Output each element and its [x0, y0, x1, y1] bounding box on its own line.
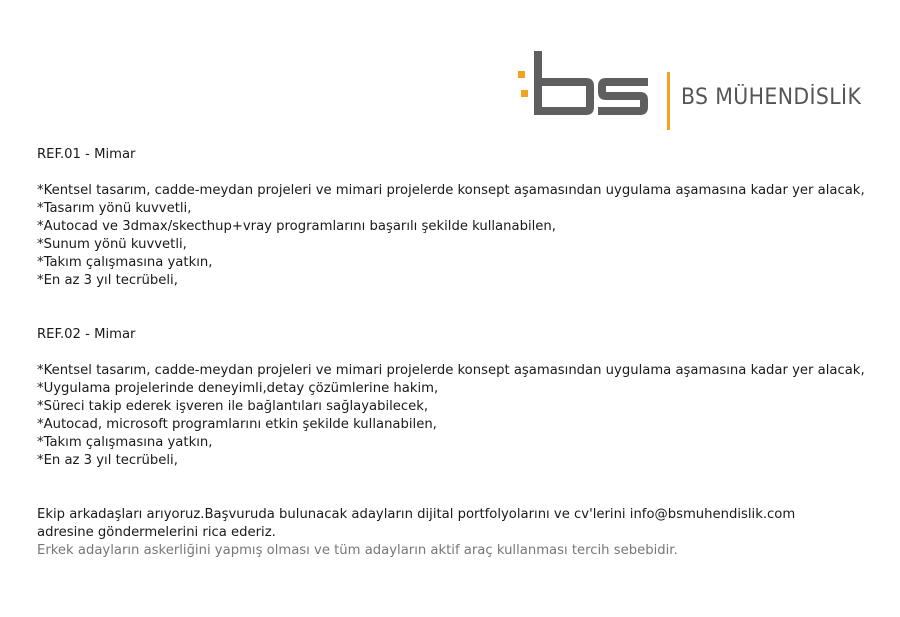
application-instructions: Ekip arkadaşları arıyoruz.Başvuruda bulunacak adayların dijital portfolyolarını ve cv'lerini info@bsmuhendislik.com	[37, 507, 796, 522]
list-item: *Takım çalışmasına yatkın,	[37, 435, 213, 450]
list-item: *Kentsel tasarım, cadde-meydan projeleri ve mimari projelerde konsept aşamasından uygulama aşamasına kadar yer alacak,	[37, 183, 865, 198]
list-item: *Tasarım yönü kuvvetli,	[37, 201, 192, 216]
company-name: BS MÜHENDİSLİK	[681, 85, 862, 110]
bs-logo-mark-icon	[518, 48, 688, 132]
list-item: *Uygulama projelerinde deneyimli,detay çözümlerine hakim,	[37, 381, 439, 396]
application-instructions-continued: adresine göndermelerini rica ederiz.	[37, 525, 276, 540]
list-item: *Kentsel tasarım, cadde-meydan projeleri ve mimari projelerde konsept aşamasından uygulama aşamasına kadar yer alacak,	[37, 363, 865, 378]
section-heading: REF.02 - Mimar	[37, 327, 136, 342]
section-heading: REF.01 - Mimar	[37, 147, 136, 162]
list-item: *Takım çalışmasına yatkın,	[37, 255, 213, 270]
list-item: *Sunum yönü kuvvetli,	[37, 237, 187, 252]
company-logo	[518, 48, 878, 132]
list-item: *Autocad ve 3dmax/skecthup+vray programlarını başarılı şekilde kullanabilen,	[37, 219, 556, 234]
list-item: *En az 3 yıl tecrübeli,	[37, 453, 178, 468]
list-item: *En az 3 yıl tecrübeli,	[37, 273, 178, 288]
list-item: *Süreci takip ederek işveren ile bağlantıları sağlayabilecek,	[37, 399, 429, 414]
list-item: *Autocad, microsoft programlarını etkin şekilde kullanabilen,	[37, 417, 437, 432]
preference-note: Erkek adayların askerliğini yapmış olması ve tüm adayların aktif araç kullanması tercih sebebidir.	[37, 543, 678, 558]
job-posting	[37, 146, 892, 560]
